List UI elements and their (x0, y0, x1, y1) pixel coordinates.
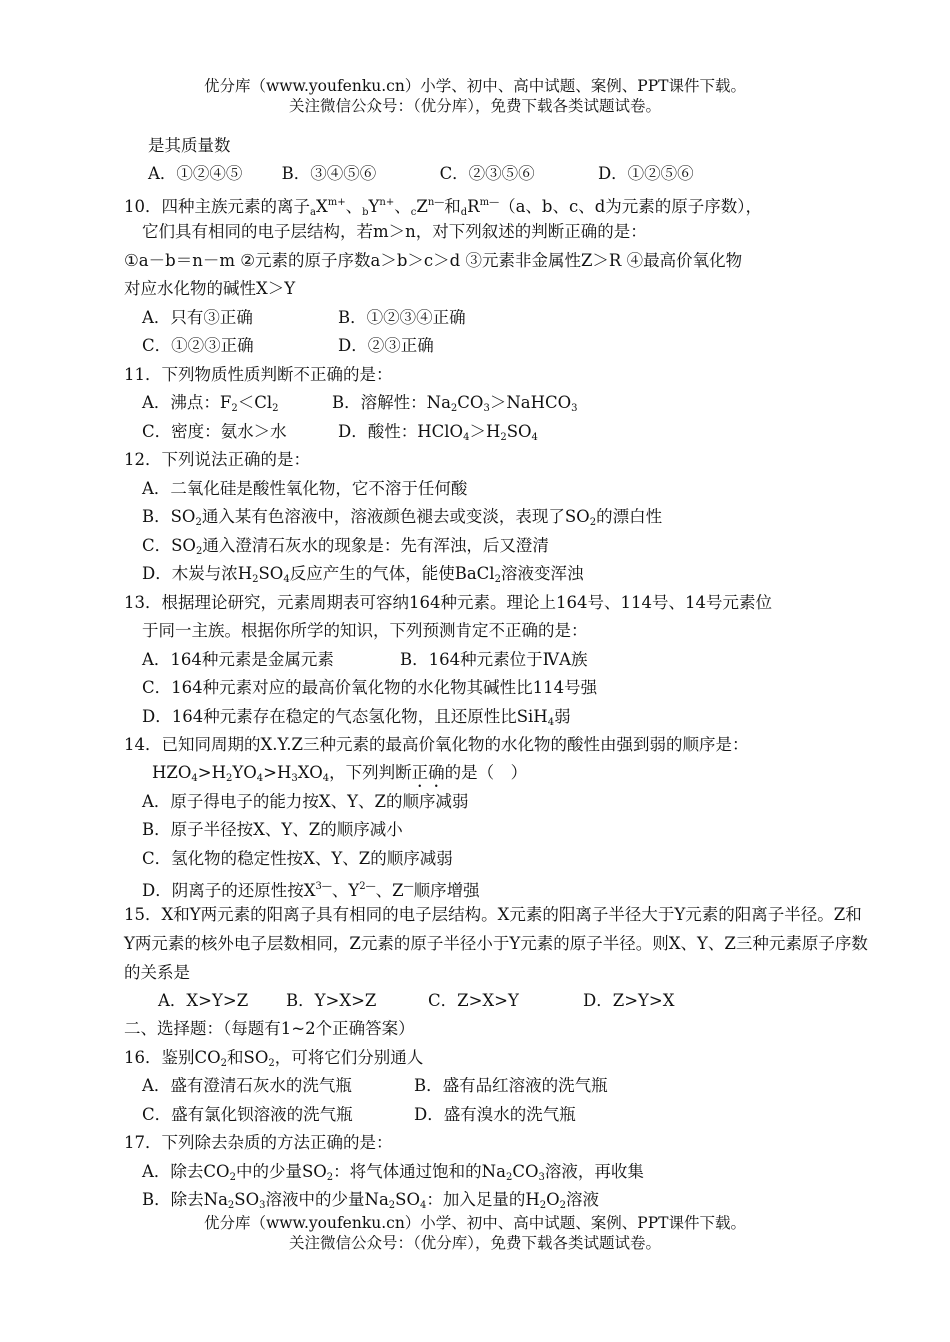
q13-stem-line-2: 于同一主族。根据你所学的知识，下列预测肯定不正确的是： (142, 621, 588, 640)
q17-option-b: B．除去$Na_2SO_3$溶液中的少量$Na_2SO_4$：加入足量的$H_2O_2$溶液 (142, 1190, 600, 1211)
q11-options-row-1 (142, 392, 578, 420)
q15-option-b: B．Y>X>Z (286, 991, 377, 1010)
q10-option-c: C．①②③正确 (142, 336, 254, 355)
q14-stem-line-1: 14．已知同周期的X.Y.Z三种元素的最高价氧化物的水化物的酸性由强到弱的顺序是： (124, 735, 749, 754)
header-line-1: 优分库（www.youfenku.cn）小学、初中、高中试题、案例、PPT课件下载。 (203, 77, 747, 95)
q13-option-d: D．164种元素存在稳定的气态氢化物，且还原性比SiH$_4$弱 (142, 707, 571, 728)
q14-stem-line-2: $HZO_4>H_2YO_4>H_3XO_4$，下列判断正确的是（ ） (152, 763, 528, 784)
q16-option-b: B．盛有品红溶液的洗气瓶 (414, 1076, 608, 1095)
q15-stem: 15．X和Y两元素的阳离子具有相同的电子层结构。X元素的阳离子半径大于Y元素的阳离子半径。Z和Y两元素的核外电子层数相同，Z元素的原子半径小于Y元素的原子半径。则X、Y、Z三种元素原子序数的关系是 (124, 905, 868, 982)
q15-option-a: A．X>Y>Z (158, 991, 249, 1010)
q12-option-c: C．$SO_2$通入澄清石灰水的现象是：先有浑浊，后又澄清 (142, 536, 549, 557)
q11-stem: 11．下列物质性质判断不正确的是： (124, 365, 393, 384)
q15-option-d: D．Z>Y>X (583, 991, 675, 1010)
q10-statements-cont: 对应水化物的碱性X＞Y (124, 279, 296, 298)
q15-options (158, 990, 674, 1012)
q10-options-row-2 (142, 335, 434, 357)
q17-stem: 17．下列除去杂质的方法正确的是： (124, 1133, 393, 1152)
q16-options-row-2 (142, 1104, 576, 1126)
q11-option-a: A．沸点：$F_2<Cl_2$ (142, 393, 279, 414)
q16-option-a: A．盛有澄清石灰水的洗气瓶 (142, 1076, 352, 1095)
q10-option-d: D．②③正确 (338, 336, 434, 355)
q10-option-a: A．只有③正确 (142, 308, 253, 327)
q9-option-b: B．③④⑤⑥ (281, 164, 377, 183)
q16-stem: 16．鉴别$CO_2$和$SO_2$，可将它们分别通人 (124, 1048, 424, 1069)
footer-line-1: 优分库（www.youfenku.cn）小学、初中、高中试题、案例、PPT课件下载。 (203, 1214, 747, 1232)
q9-options (148, 163, 694, 185)
q16-option-c: C．盛有氯化钡溶液的洗气瓶 (142, 1105, 353, 1124)
q10-option-b: B．①②③④正确 (338, 308, 466, 327)
q17-option-a: A．除去$CO_2$中的少量$SO_2$：将气体通过饱和的$Na_2CO_3$溶液，再收集 (142, 1162, 644, 1183)
q12-stem: 12．下列说法正确的是： (124, 450, 310, 469)
q10-options-row-1 (142, 307, 466, 329)
q13-option-a: A．164种元素是金属元素 (142, 650, 334, 669)
q12-option-a: A．二氧化硅是酸性氧化物，它不溶于任何酸 (142, 479, 468, 498)
q14-option-c: C．氢化物的稳定性按X、Y、Z的顺序减弱 (142, 849, 453, 868)
q9-option-d: D．①②⑤⑥ (597, 164, 694, 183)
q10-stem-line-1: 10．四种主族元素的离子$aX^{m+}$、$bY^{n+}$、$cZ^{n—}$和$dR^{m—}(a$、b、c、d为元素的原子序数）， (124, 197, 763, 218)
q9-continuation: 是其质量数 (148, 136, 231, 155)
q12-option-b: B．$SO_2$通入某有色溶液中，溶液颜色褪去或变淡，表现了$SO_2$的漂白性 (142, 507, 663, 528)
q13-option-c: C．164种元素对应的最高价氧化物的水化物其碱性比114号强 (142, 678, 598, 697)
q15-option-c: C．Z>X>Y (428, 991, 519, 1010)
q12-option-d: D．木炭与浓$H_2SO_4$反应产生的气体，能使BaCl$_2$溶液变浑浊 (142, 564, 584, 585)
q14-option-a: A．原子得电子的能力按X、Y、Z的顺序减弱 (142, 792, 469, 811)
footer-line-2: 关注微信公众号：（优分库），免费下载各类试题试卷。 (288, 1234, 661, 1252)
q13-option-b: B．164种元素位于ⅣA族 (400, 650, 588, 669)
q16-options-row-1 (142, 1075, 608, 1097)
q11-option-c: C．密度：氨水＞水 (142, 422, 287, 441)
q11-option-b: B．溶解性：$Na_2CO_3>NaHCO_3$ (332, 393, 578, 414)
emphasis-dots: 正确 (411, 763, 445, 782)
q10-statements: ①a－b＝n－m ②元素的原子序数a＞b＞c＞d ③元素非金属性Z＞R ④最高价氧化物 (124, 251, 743, 270)
q16-option-d: D．盛有溴水的洗气瓶 (414, 1105, 576, 1124)
q13-options-row-1 (142, 649, 588, 671)
header-line-2: 关注微信公众号：（优分库），免费下载各类试题试卷。 (288, 97, 661, 115)
q14-option-d: D．阴离子的还原性按$X^{3—}$、$Y^{2—}$、Z—顺序增强 (142, 881, 480, 900)
q11-option-d: D．酸性：$HClO_4>H_2SO_4$ (338, 422, 538, 443)
section-heading: 二、选择题：（每题有1~2个正确答案） (124, 1019, 415, 1038)
q13-stem-line-1: 13．根据理论研究，元素周期表可容纳164种元素。理论上164号、114号、14号元素位 (124, 593, 772, 612)
q14-option-b: B．原子半径按X、Y、Z的顺序减小 (142, 820, 403, 839)
q11-options-row-2 (142, 421, 538, 449)
q9-option-a: A．①②④⑤ (148, 164, 243, 183)
q9-option-c: C．②③⑤⑥ (439, 164, 535, 183)
q10-stem-line-2: 它们具有相同的电子层结构，若m＞n，对下列叙述的判断正确的是： (142, 222, 647, 241)
